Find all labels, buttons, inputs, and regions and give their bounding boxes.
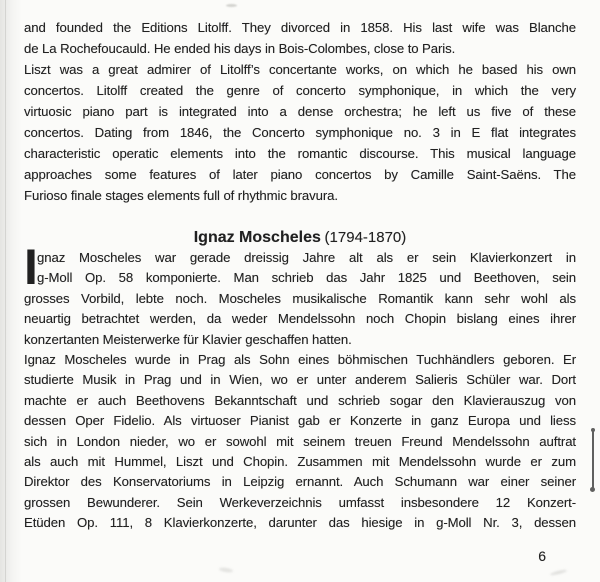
text-line: machte er auch Beethovens Bekanntschaft und schrieb sogar den Klavierauszug von xyxy=(24,392,576,408)
paragraph-moscheles-biography xyxy=(24,350,576,534)
text-line: Ignaz Moscheles wurde in Prag als Sohn eines böhmischen Tuchhändlers geboren. Er xyxy=(24,352,576,368)
text-line: concertos. Dating from 1846, the Concerto symphonique no. 3 in E flat integrates xyxy=(24,125,576,140)
scan-smudge xyxy=(219,567,233,573)
text-line: dessen Oper Fidelio. Als virtuoser Pianist gab er Konzerte in ganz Europa und liess xyxy=(24,413,576,429)
text-line: als auch mit Hummel, Liszt und Chopin. Zusammen mit Mendelssohn wurde er zum xyxy=(24,454,576,470)
paragraph-litolff-concertos xyxy=(24,59,576,206)
section-heading xyxy=(24,227,576,248)
text-line: grosses Vorbild, lebte noch. Moscheles musikalische Romantik kann sehr wohl als xyxy=(24,290,576,306)
page-left-edge-shadow xyxy=(0,0,22,582)
scan-artifact-right-edge xyxy=(592,431,594,489)
scan-edge-line xyxy=(5,0,6,582)
text-line: Etüden Op. 111, 8 Klavierkonzerte, darunter das hiesige in g-Moll Nr. 3, dessen xyxy=(24,515,576,531)
text-line: concertos. Litolff created the genre of concerto symphonique, in which the very xyxy=(24,83,576,98)
paragraph-moscheles-concerto xyxy=(24,239,576,350)
scan-smudge xyxy=(550,569,567,576)
text-line: and founded the Editions Litolff. They divorced in 1858. His last wife was Blanche xyxy=(24,20,576,35)
text-line: virtuosic piano part is integrated into a dense orchestra; he left us five of these xyxy=(24,104,576,119)
text-line: studierte Musik in Prag und in Wien, wo er unter anderem Salieris Schüler war. Dort xyxy=(24,372,576,388)
text-line: de La Rochefoucauld. He ended his days in Bois-Colombes, close to Paris. xyxy=(24,41,456,56)
text-line: Liszt was a great admirer of Litolff’s concertante works, on which he based his own xyxy=(24,62,576,77)
text-line: characteristic operatic elements into the romantic discourse. This musical language xyxy=(24,146,576,161)
text-line: neuartig betrachtet werden, da weder Mendelssohn noch Chopin bislang eines ihrer xyxy=(24,311,576,327)
page-number: 6 xyxy=(538,547,546,564)
composer-dates: (1794-1870) xyxy=(324,229,407,246)
drop-cap: I xyxy=(24,239,38,295)
text-line: Furioso finale stages elements full of rhythmic bravura. xyxy=(24,188,338,203)
text-line: grossen Bewunderer. Sein Werkeverzeichnis umfasst insbesondere 12 Konzert- xyxy=(24,494,576,510)
scan-smudge xyxy=(226,4,237,7)
text-line: gnaz Moscheles war gerade dreissig Jahre alt als er sein Klavierkonzert in xyxy=(37,250,576,265)
text-line: approaches some features of later piano concertos by Camille Saint-Saëns. The xyxy=(24,167,576,182)
composer-name: Ignaz Moscheles xyxy=(193,229,321,246)
paragraph-litolff-biography xyxy=(24,17,576,59)
text-line: sich in London nieder, wo er sowohl mit seinem treuen Freund Mendelssohn auftrat xyxy=(24,433,576,449)
text-line: Direktor des Konservatoriums in Leipzig ernannt. Auch Schumann war einer seiner xyxy=(24,474,576,490)
text-line: konzertanten Meisterwerke für Klavier geschaffen hatten. xyxy=(24,331,352,347)
text-line: g-Moll Op. 58 komponierte. Man schrieb das Jahr 1825 und Beethoven, sein xyxy=(37,270,576,286)
